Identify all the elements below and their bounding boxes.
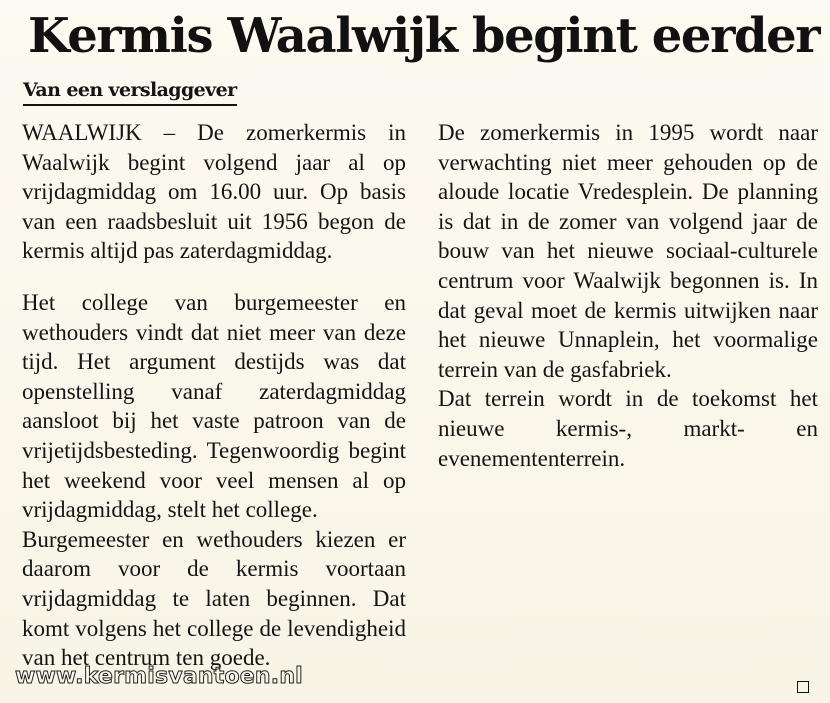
byline: Van een verslaggever (23, 78, 237, 106)
paragraph-decision (22, 525, 406, 673)
paragraph-intro: WAALWIJK – De zomerkermis in Waalwijk begint volgend jaar al op vrijdagmiddag om 16.00 uur. Op basis van een raadsbesluit uit 1956 begon de kermis altijd pas zaterdagmiddag. (22, 120, 406, 264)
watermark: www.kermisvantoen.nl (15, 664, 303, 689)
paragraph-terrain: Dat terrein wordt in de toekomst het nieuwe kermis-, markt- en evenemententerrein. (438, 386, 818, 471)
paragraph-decision-text: Burgemeester en wethouders kiezen er daarom voor de kermis voortaan vrijdagmiddag te laten beginnen. Dat komt volgens het college de levendigheid van het centrum ten goede. (22, 526, 406, 671)
paragraph-location: De zomerkermis in 1995 wordt naar verwachting niet meer gehouden op de aloude locatie Vredesplein. De planning is dat in de zomer van volgend jaar de bouw van het nieuwe sociaal-culturele centrum voor Waalwijk begonnen is. In dat geval moet de kermis uitwijken naar het nieuwe Unnaplein, het voormalige terrein van de gasfabriek. (438, 120, 818, 382)
article-column-left (22, 118, 406, 703)
end-of-article-mark (797, 681, 809, 693)
article-column-right (438, 118, 818, 688)
headline: Kermis Waalwijk begint eerder (28, 8, 820, 64)
paragraph-college: Het college van burgemeester en wethouders vindt dat niet meer van deze tijd. Het argument destijds was dat openstelling vanaf zaterdagmiddag aansloot bij het vaste patroon van de vrijetijdsbesteding. Tegenwoordig begint het weekend voor veel mensen al op vrijdagmiddag, stelt het college. (22, 289, 406, 523)
